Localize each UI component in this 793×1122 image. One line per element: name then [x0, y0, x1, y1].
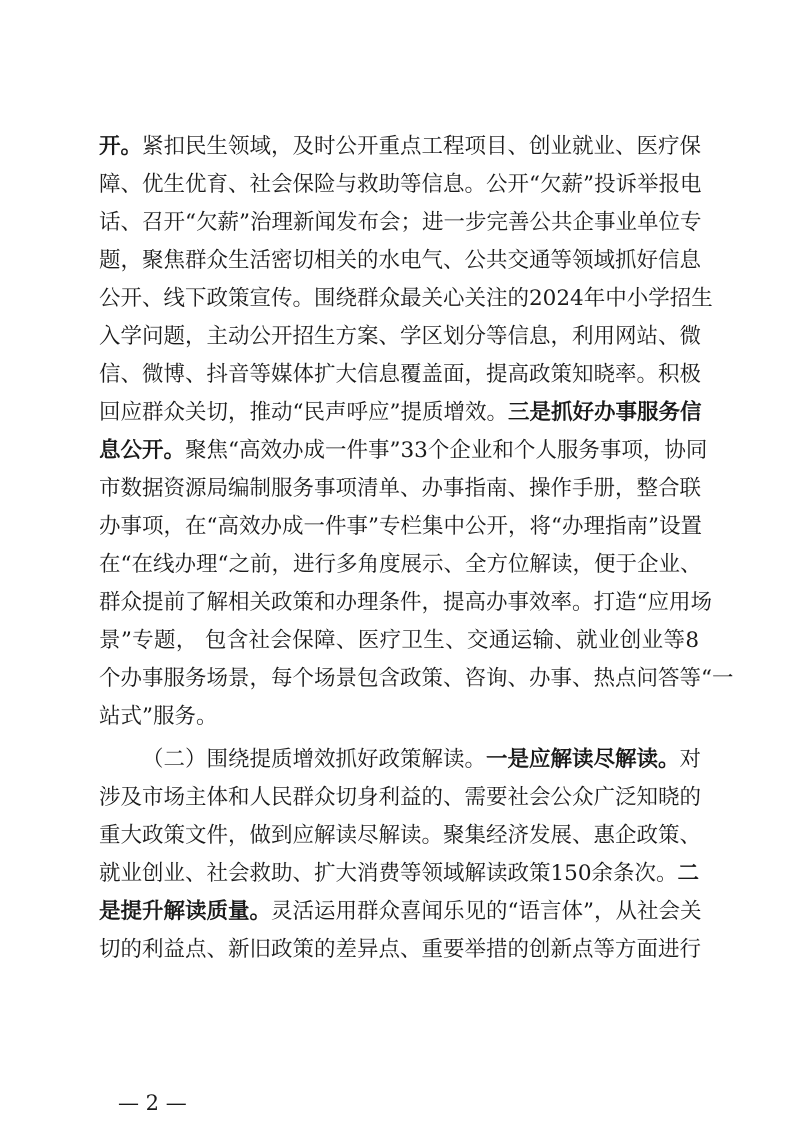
text-line — [99, 893, 702, 931]
text-segment: 办事项，在“高效办成一件事”专栏集中公开，将“办理指南”设置 — [99, 514, 702, 539]
bold-text-segment: 三是抓好办事服务信 — [508, 400, 702, 425]
text-line — [99, 432, 708, 470]
text-segment: 聚焦“高效办成一件事”33个企业和个人服务事项，协同 — [185, 438, 708, 463]
text-segment: 个办事服务场景，每个场景包含政策、咨询、办事、热点问答等“一 — [99, 666, 734, 691]
text-line — [99, 817, 702, 855]
bold-text-segment: 是提升解读质量。 — [99, 899, 272, 924]
text-line — [99, 741, 702, 779]
text-segment: 公开、线下政策宣传。围绕群众最关心关注的2024年中小学招生 — [99, 286, 713, 311]
bold-text-segment: 开。 — [99, 134, 143, 159]
text-segment: 市数据资源局编制服务事项清单、办事指南、操作手册，整合联 — [99, 476, 702, 501]
paragraph-policy-interpretation — [99, 741, 702, 969]
text-segment: 题，聚焦群众生活密切相关的水电气、公共交通等领域抓好信息 — [99, 248, 702, 273]
text-line — [99, 508, 702, 546]
text-line — [99, 779, 702, 817]
text-segment: 灵活运用群众喜闻乐见的“语言体”，从社会关 — [271, 899, 702, 924]
bold-text-segment: 息公开。 — [99, 438, 186, 463]
text-segment: 话、召开“欠薪”治理新闻发布会；进一步完善公共企事业单位专 — [99, 210, 702, 235]
text-line — [99, 470, 702, 508]
text-segment: 入学问题，主动公开招生方案、学区划分等信息，利用网站、微 — [99, 324, 702, 349]
text-segment: 信、微博、抖音等媒体扩大信息覆盖面，提高政策知晓率。积极 — [99, 362, 702, 387]
text-segment: 景”专题， 包含社会保障、医疗卫生、交通运输、就业创业等8 — [99, 628, 699, 653]
text-segment: 对 — [679, 747, 702, 772]
paragraph-public-disclosure — [99, 128, 734, 736]
document-body — [99, 128, 734, 969]
bold-text-segment: 一是应解读尽解读。 — [486, 747, 680, 772]
text-line — [99, 356, 702, 394]
text-line — [99, 584, 712, 622]
text-line — [99, 394, 702, 432]
bold-text-segment: 二 — [677, 861, 700, 886]
text-line — [99, 204, 702, 242]
text-segment: 群众提前了解相关政策和办理条件，提高办事效率。打造“应用场 — [99, 590, 712, 615]
text-segment: 站式”服务。 — [99, 704, 218, 729]
text-segment: （二）围绕提质增效抓好政策解读。 — [142, 747, 487, 772]
text-line — [99, 660, 734, 698]
text-segment: 就业创业、社会救助、扩大消费等领域解读政策150余条次。 — [99, 861, 678, 886]
text-segment: 重大政策文件，做到应解读尽解读。聚集经济发展、惠企政策、 — [99, 823, 702, 848]
text-line — [99, 280, 713, 318]
text-line — [99, 855, 699, 893]
text-line — [99, 698, 699, 736]
text-line — [99, 318, 702, 356]
text-segment: 在“在线办理“之前，进行多角度展示、全方位解读，便于企业、 — [99, 552, 702, 577]
text-line — [99, 546, 702, 584]
page-number: — 2 — — [118, 1091, 187, 1115]
text-line — [99, 166, 702, 204]
text-segment: 紧扣民生领域，及时公开重点工程项目、创业就业、医疗保 — [142, 134, 702, 159]
text-segment: 回应群众关切，推动“民声呼应”提质增效。 — [99, 400, 508, 425]
text-line — [99, 622, 699, 660]
text-segment: 障、优生优育、社会保险与救助等信息。公开“欠薪”投诉举报电 — [99, 172, 702, 197]
text-line — [99, 128, 702, 166]
text-segment: 涉及市场主体和人民群众切身利益的、需要社会公众广泛知晓的 — [99, 785, 702, 810]
text-segment: 切的利益点、新旧政策的差异点、重要举措的创新点等方面进行 — [99, 937, 702, 962]
text-line — [99, 931, 702, 969]
text-line — [99, 242, 702, 280]
